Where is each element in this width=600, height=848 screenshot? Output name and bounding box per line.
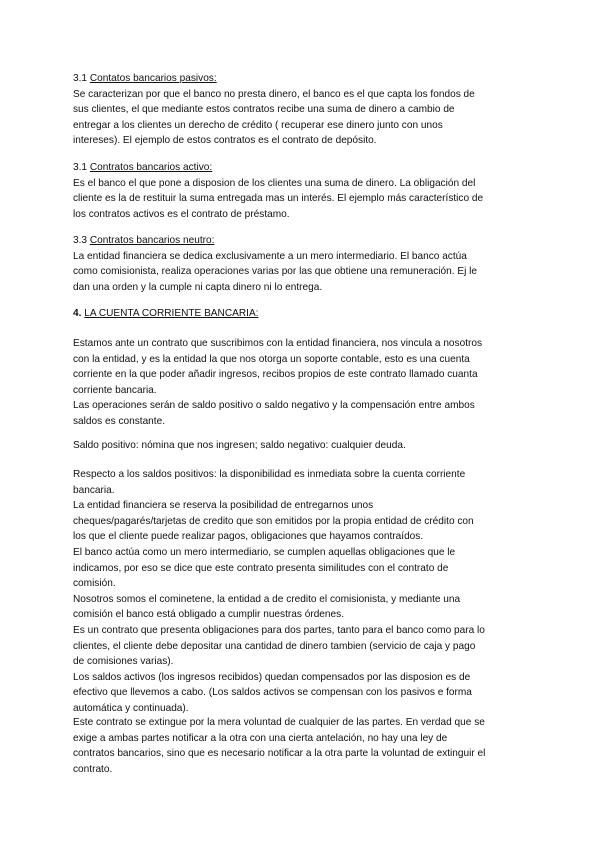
section-heading bbox=[73, 71, 533, 87]
section-title: LA CUENTA CORRIENTE BANCARIA: bbox=[84, 308, 259, 319]
text-line: bancaria. bbox=[73, 484, 115, 496]
section-number: 4. bbox=[73, 308, 82, 319]
text-line: los contratos activos es el contrato de préstamo. bbox=[73, 208, 290, 220]
text-line: Los saldos activos (los ingresos recibidos) quedan compensados por las disposion es de bbox=[73, 671, 471, 683]
text-line: El banco actúa como un mero intermediario, se cumplen aquellas obligaciones que le bbox=[73, 546, 456, 558]
section-number: 3.3 bbox=[73, 235, 88, 246]
text-line: contratos bancarios, sino que es necesario notificar a la otra parte la voluntad de extinguir el bbox=[73, 748, 486, 760]
text-line: clientes, el cliente debe depositar una cantidad de dinero tambien (servicio de caja y pago bbox=[73, 640, 476, 652]
section-contratos-activo bbox=[73, 160, 533, 222]
text-line: Este contrato se extingue por la mera voluntad de cualquier de las partes. En verdad que se bbox=[73, 717, 485, 728]
text-line: La entidad financiera se reserva la posibilidad de entregarnos unos bbox=[73, 500, 374, 512]
text-line: exige a ambas partes notificar a la otra con una cierta antelación, no hay una ley de bbox=[73, 732, 448, 744]
text-line: Las operaciones serán de saldo positivo o saldo negativo y la compensación entre ambos bbox=[73, 400, 475, 412]
text-line: La entidad financiera se dedica exclusivamente a un mero intermediario. El banco actúa bbox=[73, 250, 467, 262]
text-line: como comisionista, realiza operaciones varias por las que obtiene una remuneración. Ej le bbox=[73, 266, 477, 278]
section-number: 3.1 bbox=[73, 73, 88, 84]
section-cuenta-corriente bbox=[73, 306, 533, 322]
section-contratos-pasivos bbox=[73, 71, 533, 149]
text-line: corriente bancaria. bbox=[73, 384, 157, 396]
section-heading bbox=[73, 233, 533, 249]
text-line: de comisiones varias). bbox=[73, 656, 174, 668]
text-line: cheques/pagarés/tarjetas de credito que son emitidos por la propia entidad de crédito con bbox=[73, 515, 474, 527]
text-line: Saldo positivo: nómina que nos ingresen; saldo negativo: cualquier deuda. bbox=[73, 440, 406, 451]
text-line: los que el cliente puede realizar pagos, obligaciones que hayamos contraídos. bbox=[73, 531, 424, 543]
text-line: comisión el banco está obligado a cumplir nuestras órdenes. bbox=[73, 609, 345, 621]
text-line: Es el banco el que pone a disposion de los clientes una suma de dinero. La obligación del bbox=[73, 177, 476, 189]
text-line: con la entidad, y es la entidad la que nos otorga un soporte contable, esto es una cuenta bbox=[73, 353, 470, 365]
text-line: dan una orden y la cumple ni capta dinero ni lo entrega. bbox=[73, 281, 323, 293]
section-title: Contatos bancarios pasivos: bbox=[89, 73, 217, 84]
text-line: corriente en la que poder añadir ingresos, recibos propios de este contrato llamado cuanta bbox=[73, 369, 478, 381]
text-line: contrato. bbox=[73, 763, 113, 775]
text-line: comisión. bbox=[73, 578, 116, 590]
text-line: entregar a los clientes un derecho de crédito ( recuperar ese dinero junto con unos bbox=[73, 119, 443, 131]
paragraph-extingue bbox=[73, 715, 533, 777]
section-heading bbox=[73, 160, 533, 176]
text-line: saldos es constante. bbox=[73, 415, 166, 427]
text-line: intereses). El ejemplo de estos contratos es el contrato de depósito. bbox=[73, 135, 377, 147]
text-line: Respecto a los saldos positivos: la disponibilidad es inmediata sobre la cuenta corriente bbox=[73, 469, 466, 480]
text-line: indicamos, por eso se dice que este contrato presenta similitudes con el contrato de bbox=[73, 562, 449, 574]
text-line: Nosotros somos el cominetene, la entidad a de credito el comisionista, y mediante una bbox=[73, 593, 461, 605]
section-title: Contratos bancarios activo: bbox=[89, 162, 213, 173]
text-line: Estamos ante un contrato que suscribimos con la entidad financiera, nos vincula a nosotros bbox=[73, 338, 483, 349]
text-line: Se caracterizan por que el banco no presta dinero, el banco es el que capta los fondos de bbox=[73, 88, 475, 100]
paragraph-saldos bbox=[73, 438, 533, 454]
paragraph-respecto bbox=[73, 467, 533, 717]
section-heading bbox=[73, 306, 533, 322]
text-line: efectivo que llevemos a cabo. (Los saldos activos se compensan con los pasivos e forma bbox=[73, 687, 472, 699]
text-line: cliente es la de restituir la suma entregada mas un interés. El ejemplo más característico de bbox=[73, 193, 484, 205]
text-line: Es un contrato que presenta obligaciones para dos partes, tanto para el banco como para lo bbox=[73, 624, 485, 636]
text-line: automática y continuada). bbox=[73, 702, 189, 714]
text-line: sus clientes, el que mediante estos contratos recibe una suma de dinero a cambio de bbox=[73, 104, 455, 116]
paragraph-intro bbox=[73, 336, 533, 430]
section-title: Contratos bancarios neutro: bbox=[89, 235, 215, 246]
section-number: 3.1 bbox=[73, 162, 88, 173]
section-contratos-neutro bbox=[73, 233, 533, 295]
